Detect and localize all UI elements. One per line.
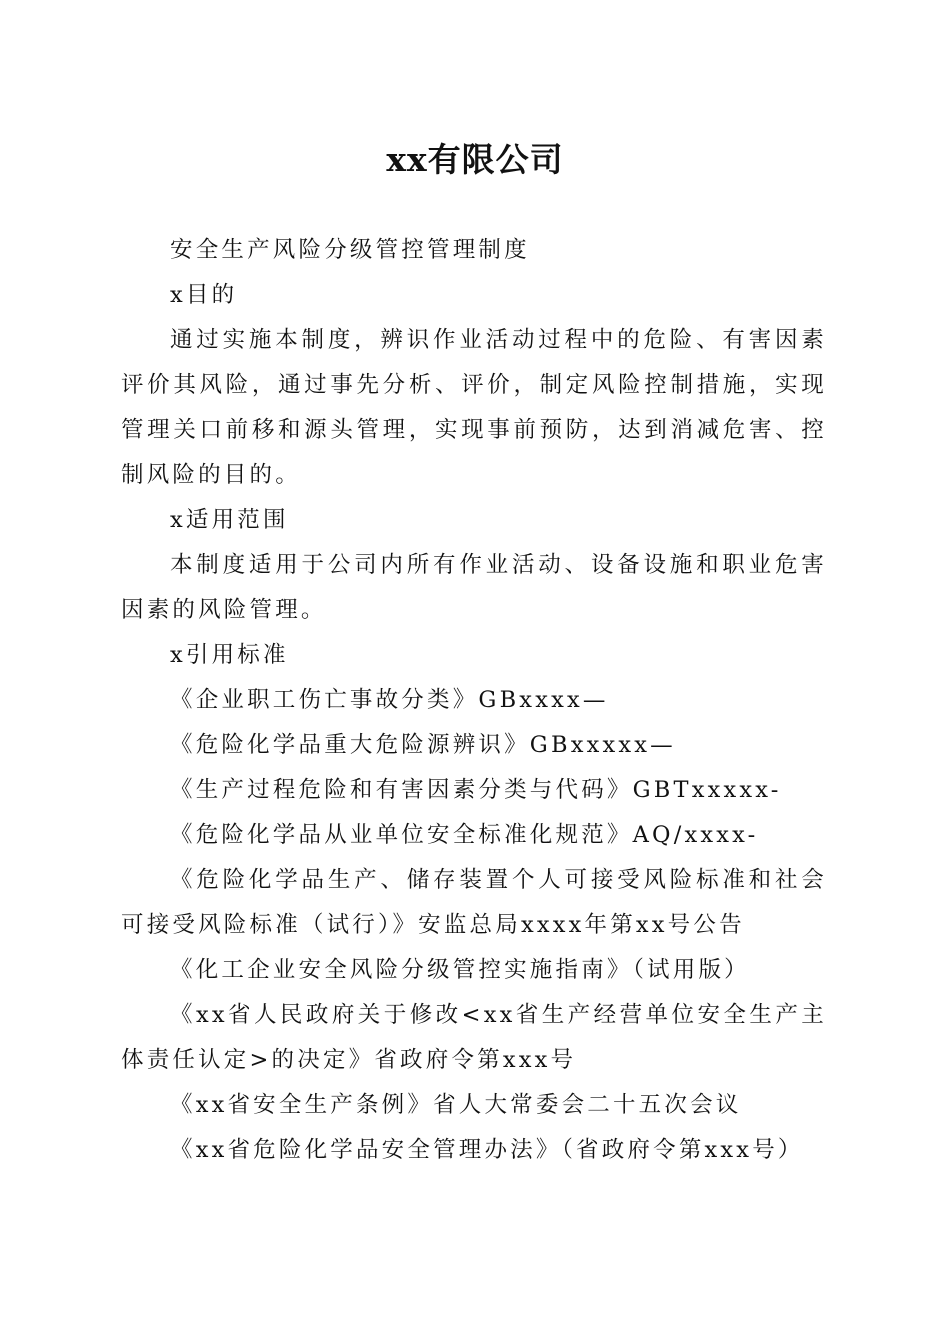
reference-item: 《xx省危险化学品安全管理办法》（省政府令第xxx号）: [170, 1137, 804, 1163]
section-heading-references: x引用标准: [170, 642, 289, 668]
reference-item: 《危险化学品从业单位安全标准化规范》AQ/xxxx-: [170, 822, 759, 848]
reference-item: 《xx省人民政府关于修改<xx省生产经营单位安全生产主体责任认定>的决定》省政府令第xxx号: [121, 1002, 827, 1073]
reference-item: 《xx省安全生产条例》省人大常委会二十五次会议: [170, 1092, 742, 1118]
reference-item: 《危险化学品生产、储存装置个人可接受风险标准和社会可接受风险标准（试行）》安监总局xxxx年第xx号公告: [121, 867, 827, 938]
document-title: xx有限公司: [386, 140, 564, 179]
section-heading-scope: x适用范围: [170, 507, 289, 533]
paragraph-scope: 本制度适用于公司内所有作业活动、设备设施和职业危害因素的风险管理。: [121, 552, 827, 623]
section-heading-policy-name: 安全生产风险分级管控管理制度: [170, 237, 530, 263]
section-heading-purpose: x目的: [170, 282, 238, 308]
document-body: [121, 228, 827, 1173]
reference-item: 《危险化学品重大危险源辨识》GBxxxxx—: [170, 732, 676, 758]
paragraph-purpose: 通过实施本制度，辨识作业活动过程中的危险、有害因素评价其风险，通过事先分析、评价，制定风险控制措施，实现管理关口前移和源头管理，实现事前预防，达到消减危害、控制风险的目的。: [121, 327, 827, 488]
reference-item: 《生产过程危险和有害因素分类与代码》GBTxxxxx-: [170, 777, 782, 803]
reference-item: 《企业职工伤亡事故分类》GBxxxx—: [170, 687, 609, 713]
reference-item: 《化工企业安全风险分级管控实施指南》（试用版）: [170, 957, 750, 983]
